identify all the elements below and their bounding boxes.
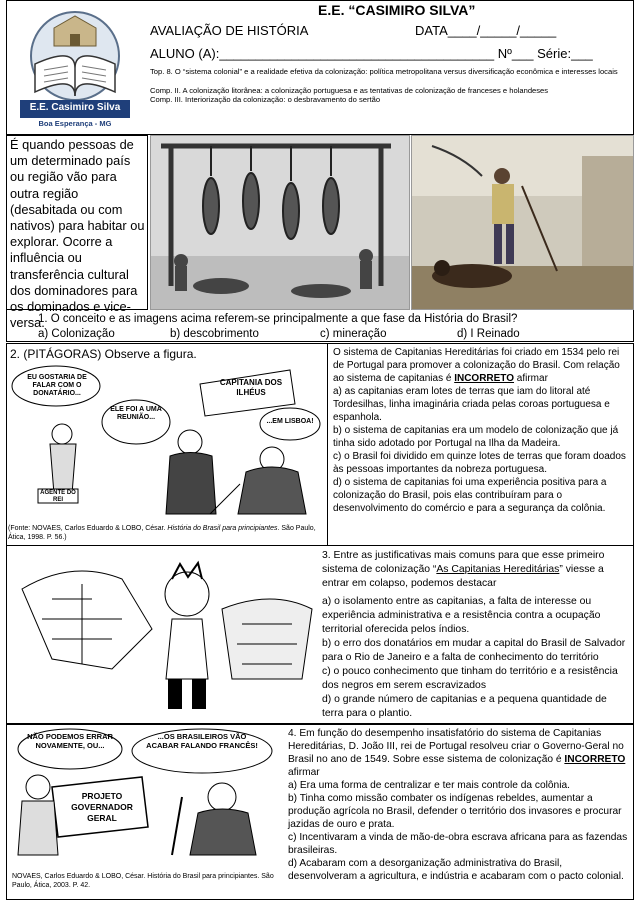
q2-option-c[interactable]: c) o Brasil foi dividido em quinze lotes de terras que foram doados às pessoas importantes da nobreza portuguesa. bbox=[333, 451, 626, 475]
date-field[interactable]: DATA____/_____/_____ bbox=[415, 23, 557, 38]
q3-option-c[interactable]: c) o pouco conhecimento que tinham do território e a resistência dos negros em serem escravizados bbox=[322, 666, 618, 691]
q4-text-emph: INCORRETO bbox=[564, 754, 626, 765]
q2-source-suffix: . São Paulo, Ática, 1998. P. 56.) bbox=[8, 525, 316, 541]
q4-cartoon bbox=[12, 727, 284, 857]
school-name: E.E. “CASIMIRO SILVA” bbox=[318, 2, 476, 18]
q4-option-c[interactable]: c) Incentivaram a vinda de mão-de-obra escrava africana para as fazendas brasileiras. bbox=[288, 832, 628, 856]
q2-sign: CAPITANIA DOS ILHÉUS bbox=[219, 378, 283, 397]
q2-tag: AGENTE DO REI bbox=[40, 490, 76, 503]
q1-question: 1. O conceito e as imagens acima referem-se principalmente a que fase da História do Brasil? bbox=[38, 313, 518, 325]
q4-board: PROJETO GOVERNADOR GERAL bbox=[71, 791, 133, 823]
q2-title: 2. (PITÁGORAS) Observe a figura. bbox=[10, 347, 197, 361]
whipping-slave-painting bbox=[411, 135, 634, 310]
q3-text-before: 3. Entre as justificativas mais comuns para que esse primeiro sistema de colonização “ bbox=[322, 550, 605, 575]
q3-option-b[interactable]: b) o erro dos donatários em mudar a capital do Brasil de Salvador para o Rio de Janeiro e a falta de conhecimento do território bbox=[322, 638, 626, 663]
q2-speech-1: EU GOSTARIA DE FALAR COM O DONATÁRIO... bbox=[27, 374, 87, 397]
topic-line-2: Comp. II. A colonização litorânea: a colonização portuguesa e as tentativas de colonização de franceses e holandeses bbox=[150, 86, 549, 95]
hanging-execution-engraving bbox=[150, 135, 410, 310]
q1-definition: É quando pessoas de um determinado país ou região vão para outra região (desabitada ou com nativos) para habitar ou explorar. Ocorre a influência ou transferência cultural dos dominadores para os dominados e vice-versa. bbox=[10, 137, 145, 331]
q2-statement bbox=[333, 346, 629, 515]
q4-speech-2: ...OS BRASILEIROS VÃO ACABAR FALANDO FRANCÊS! bbox=[146, 732, 258, 750]
q4-source: NOVAES, Carlos Eduardo & LOBO, César. História do Brasil para principiantes. São Paulo, Ática, 2003. P. 42. bbox=[12, 873, 274, 889]
q1-option-a[interactable]: a) Colonização bbox=[38, 328, 115, 340]
school-logo bbox=[14, 6, 136, 132]
topic-line-3: Comp. III. Interiorização da colonização: o desbravamento do sertão bbox=[150, 95, 381, 104]
q4-speech-1: NÃO PODEMOS ERRAR NOVAMENTE, OU... bbox=[27, 732, 113, 750]
q2-option-b[interactable]: b) o sistema de capitanias era um modelo de colonização que já tinha sido adotado por Portugal na Ilha da Madeira. bbox=[333, 425, 619, 449]
q2-speech-3: ...EM LISBOA! bbox=[266, 418, 314, 425]
q2-option-d[interactable]: d) o sistema de capitanias foi uma experiência positiva para a colonização do Brasil, pois elas contribuíram para o desenvolvimento do comércio e para a segurança da colônia. bbox=[333, 477, 607, 514]
q3-cartoon bbox=[12, 549, 322, 721]
q2-source bbox=[8, 524, 326, 542]
q2-source-prefix: (Fonte: NOVAES, Carlos Eduardo & LOBO, César. bbox=[8, 525, 168, 532]
q2-option-a[interactable]: a) as capitanias eram lotes de terras que iam do litoral até Tordesilhas, linha imaginária criada pelas coroas portuguesa e espanhola. bbox=[333, 386, 610, 423]
book-logo-icon bbox=[14, 6, 136, 132]
q1-option-b[interactable]: b) descobrimento bbox=[170, 328, 259, 340]
q3-text-emph: As Capitanias Hereditárias bbox=[436, 564, 560, 575]
q2-source-title: História do Brasil para principiantes bbox=[167, 525, 278, 532]
q3-statement bbox=[322, 549, 627, 721]
student-field[interactable]: ALUNO (A):______________________________________ Nº___ Série:___ bbox=[150, 46, 593, 61]
q4-option-d[interactable]: d) Acabaram com a desorganização administrativa do Brasil, desenvolveram a agricultura, e indústria e acabaram com o pacto colonial. bbox=[288, 858, 624, 882]
logo-subtext: Boa Esperança - MG bbox=[38, 119, 112, 128]
q2-text-emph: INCORRETO bbox=[454, 373, 515, 384]
q4-option-b[interactable]: b) Tinha como missão combater os indígenas rebeldes, aumentar a produção agrícola no Brasil, defender o território dos invasores e procurar jazidas de ouro e prata. bbox=[288, 793, 622, 830]
q4-option-a[interactable]: a) Era uma forma de centralizar e ter mais controle da colônia. bbox=[288, 780, 570, 791]
q2-text-before: O sistema de Capitanias Hereditárias foi criado em 1534 pelo rei de Portugal para promover a colonização do Brasil. Com relação ao sistema de capitanias é bbox=[333, 347, 620, 384]
q4-text-before: 4. Em função do desempenho insatisfatório do sistema de Capitanias Hereditárias, D. João III, rei de Portugal resolveu criar o Governo-Geral no Brasil no ano de 1549. Sobre esse sistema de colonização é bbox=[288, 728, 624, 765]
q3-option-d[interactable]: d) o grande número de capitanias e a pequena quantidade de terra para o plantio. bbox=[322, 694, 607, 719]
q2-speech-2: ELE FOI A UMA REUNIÃO... bbox=[110, 406, 162, 421]
logo-text: E.E. Casimiro Silva bbox=[29, 102, 121, 113]
q1-option-d[interactable]: d) I Reinado bbox=[457, 328, 520, 340]
q3-text-after: ” viesse a entrar em colapso, podemos destacar bbox=[322, 564, 604, 589]
q4-text-after: afirmar bbox=[288, 767, 320, 778]
q3-option-a[interactable]: a) o isolamento entre as capitanias, a falta de interesse ou experiência administrativa e a resistência contra a ocupação territorial oferecida pelos índios. bbox=[322, 596, 601, 635]
evaluation-label: AVALIAÇÃO DE HISTÓRIA bbox=[150, 23, 309, 38]
q4-statement bbox=[288, 727, 630, 883]
q1-option-c[interactable]: c) mineração bbox=[320, 328, 387, 340]
q2-text-after: afirmar bbox=[514, 373, 548, 384]
q2-cartoon bbox=[10, 364, 324, 520]
topic-line-1: Top. 8. O “sistema colonial” e a realidade efetiva da colonização: política metropolitana versus diversificação econômica e interesses locais bbox=[150, 67, 618, 76]
